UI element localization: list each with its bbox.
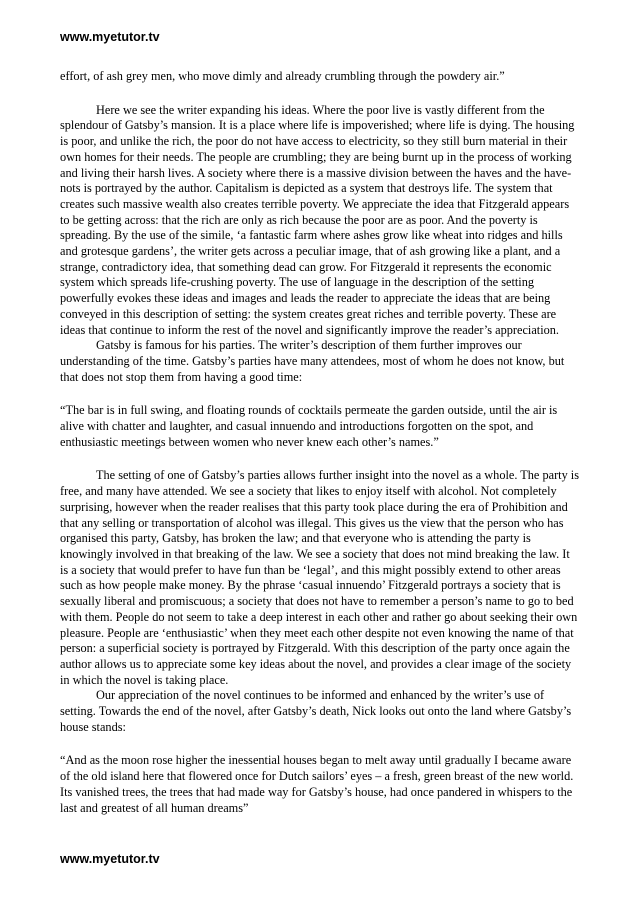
paragraph-4: Our appreciation of the novel continues to be informed and enhanced by the writer’s use of setting. Towards the end of the novel, after Gatsby’s death, Nick looks out onto the land where Gatsby’s house stands:: [60, 688, 572, 734]
quote-fragment: effort, of ash grey men, who move dimly and already crumbling through the powdery air.”: [60, 69, 505, 83]
paragraph-3: The setting of one of Gatsby’s parties allows further insight into the novel as a whole. The party is free, and many have attended. We see a society that likes to enjoy itself with alcohol. Not completely surprising, however when the reader realises that this party took place during the era of Prohibition and that any selling or transportation of alcohol was illegal. This gives us the view that the person who has organised this party, Gatsby, has broken the law; and that everyone who is attending the party is knowingly involved in that breaking of the law. We see a society that does not mind breaking the law. It is a society that would prefer to have fun than be ‘legal’, and this might possibly extend to other areas such as how people make money. By the phrase ‘casual innuendo’ Fitzgerald portrays a society that is sexually liberal and promiscuous; a society that does not have to remember a person’s name to go to bed with them. People do not seem to take a deep interest in each other and rather go about seeking their own pleasure. People are ‘enthusiastic’ when they meet each other despite not even knowing the name of that person: a superficial society is portrayed by Fitzgerald. With this description of the party once again the author allows us to appreciate some key ideas about the novel, and provides a clear image of the society in which the novel is taking place.: [60, 468, 580, 687]
footer-site-url: www.myetutor.tv: [60, 852, 160, 866]
essay-body: [60, 69, 580, 816]
paragraph-1: Here we see the writer expanding his ideas. Where the poor live is vastly different from the splendour of Gatsby’s mansion. It is a place where life is impoverished; where life is dying. The housing is poor, and unlike the rich, the poor do not have access to electricity, so they still burn material in their own homes for their needs. The people are crumbling; they are being burnt up in the process of working and living their harsh lives. A society where there is a massive division between the haves and the have-nots is portrayed by the author. Capitalism is depicted as a system that destroys life. The system that creates such massive wealth also creates terrible poverty. We appreciate the idea that Fitzgerald appears to be getting across: that the rich are only as rich because the poor are as poor. And the poverty is spreading. By the use of the simile, ‘a fantastic farm where ashes grow like wheat into ridges and hills and grotesque gardens’, the writer gets across a peculiar image, that of ash growing like a plant, and a strange, contradictory idea, that something dead can grow. For Fitzgerald it represents the economic system which spreads life-crushing poverty. The use of language in the description of the setting powerfully evokes these ideas and images and leads the reader to appreciate the ideas that are being conveyed in this description of setting: the system creates great riches and terrible poverty. These are ideas that continue to inform the rest of the novel and significantly improve the reader’s appreciation.: [60, 102, 575, 337]
header-site-url: www.myetutor.tv: [60, 30, 160, 44]
block-quote-party: “The bar is in full swing, and floating rounds of cocktails permeate the garden outside, until the air is alive with chatter and laughter, and casual innuendo and introductions forgotten on the spot, and enthusiastic meetings between women who never knew each other’s names.”: [60, 403, 558, 449]
paragraph-2: Gatsby is famous for his parties. The writer’s description of them further improves our understanding of the time. Gatsby’s parties have many attendees, most of whom he does not know, but that does not stop them from having a good time:: [60, 338, 565, 384]
block-quote-moon: “And as the moon rose higher the inessential houses began to melt away until gradually I became aware of the old island here that flowered once for Dutch sailors’ eyes – a fresh, green breast of the new world. Its vanished trees, the trees that had made way for Gatsby’s house, had once pandered in whispers to the last and greatest of all human dreams”: [60, 753, 574, 815]
